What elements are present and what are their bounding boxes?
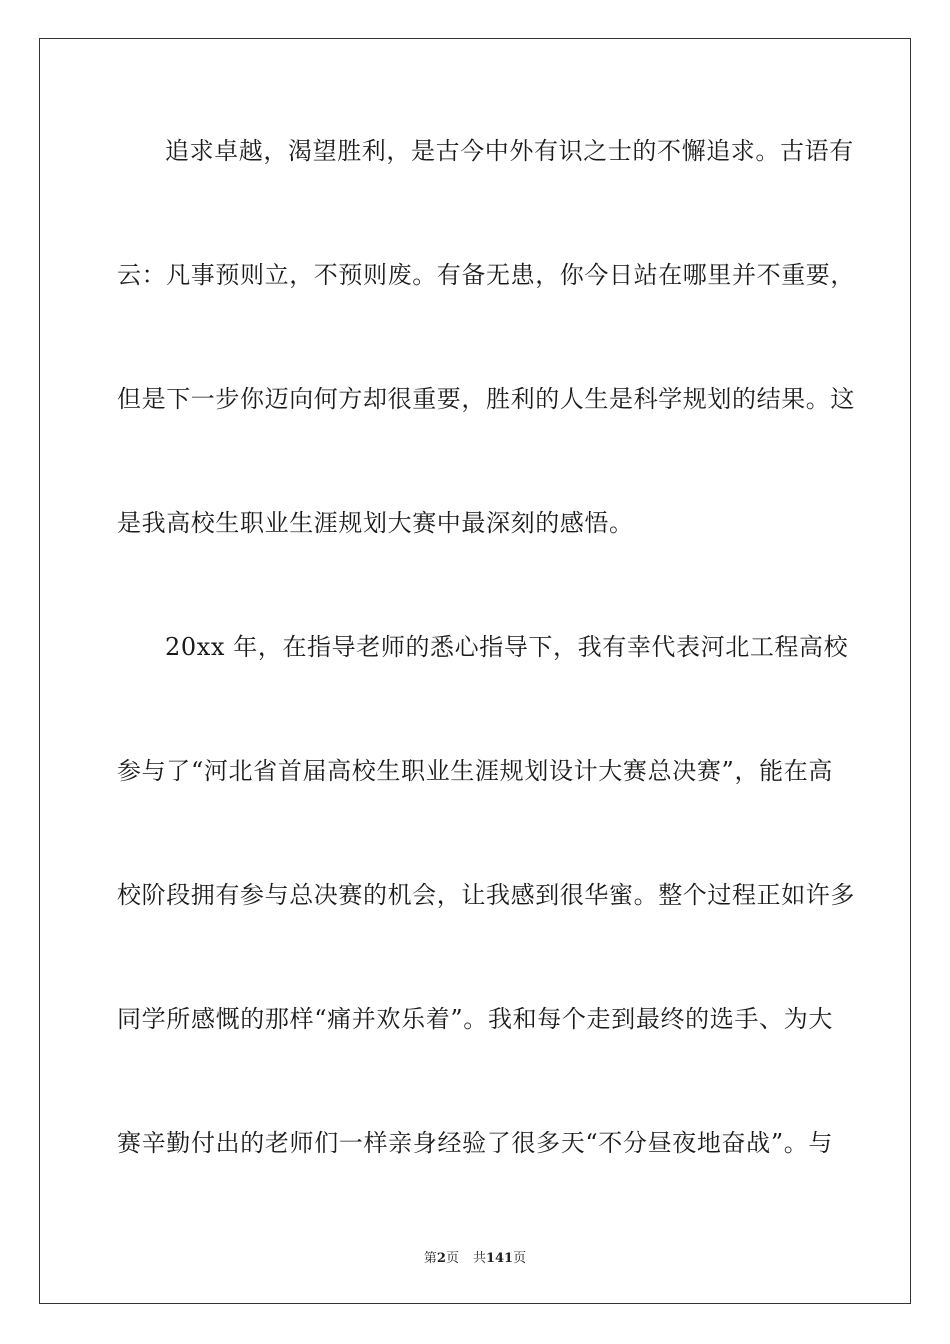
page-number: 2 — [436, 1251, 446, 1266]
page-suffix: 页 — [445, 1251, 459, 1266]
total-pages: 141 — [485, 1251, 514, 1266]
page-border — [39, 38, 911, 1304]
paragraph-2-line-3: 校阶段拥有参与总决赛的机会，让我感到很华蜜。整个过程正如许多 — [117, 881, 855, 909]
paragraph-1-line-4: 是我高校生职业生涯规划大赛中最深刻的感悟。 — [117, 509, 634, 537]
paragraph-2-line-4: 同学所感慨的那样“痛并欢乐着”。我和每个走到最终的选手、为大 — [117, 1005, 833, 1033]
paragraph-1-line-2: 云：凡事预则立，不预则废。有备无患，你今日站在哪里并不重要， — [117, 261, 855, 289]
paragraph-1-line-3: 但是下一步你迈向何方却很重要，胜利的人生是科学规划的结果。这 — [117, 385, 855, 413]
paragraph-1-line-1: 追求卓越，渴望胜利，是古今中外有识之士的不懈追求。古语有 — [165, 137, 854, 165]
total-prefix: 共 — [472, 1251, 486, 1266]
paragraph-2-line-1: 20xx 年，在指导老师的悉心指导下，我有幸代表河北工程高校 — [165, 633, 849, 661]
paragraph-2-line-5: 赛辛勤付出的老师们一样亲身经验了很多天“不分昼夜地奋战”。与 — [117, 1129, 833, 1157]
page-footer — [0, 1247, 950, 1266]
paragraph-2-line-2: 参与了“河北省首届高校生职业生涯规划设计大赛总决赛”，能在高 — [117, 757, 833, 785]
page-prefix: 第 — [423, 1251, 437, 1266]
total-suffix: 页 — [513, 1251, 527, 1266]
